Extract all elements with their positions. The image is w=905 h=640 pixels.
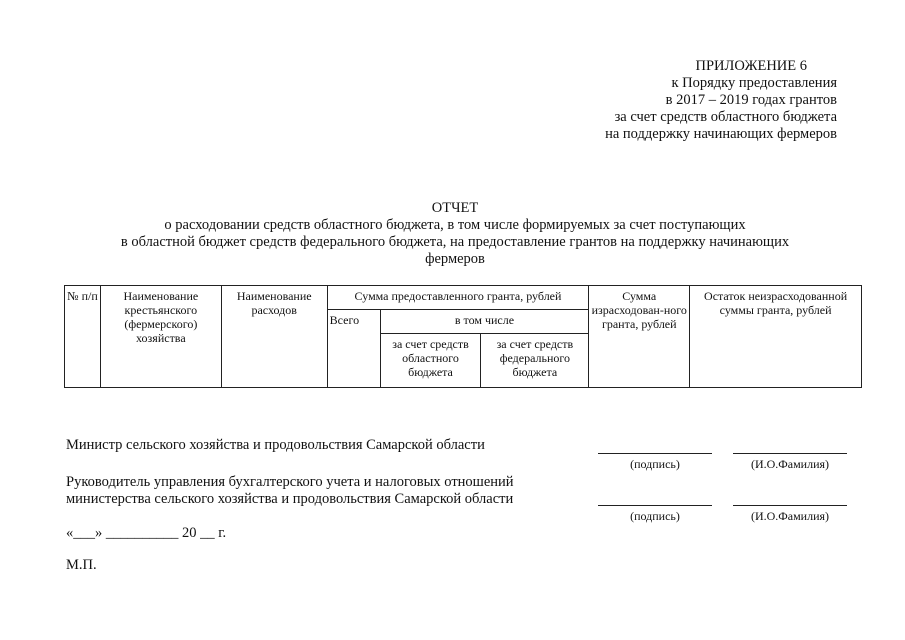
appendix-line: на поддержку начинающих фермеров: [605, 126, 837, 142]
report-title: ОТЧЕТ: [431, 200, 479, 216]
appendix-line: к Порядку предоставления: [671, 75, 837, 91]
header-expense-name: Наименование расходов: [221, 286, 327, 388]
header-balance: Остаток неизрасходованной суммы гранта, рублей: [690, 286, 862, 388]
header-number: № п/п: [65, 286, 101, 388]
report-subtitle-line: в областной бюджет средств федерального бюджета, на предоставление грантов на поддержку начинающих: [120, 234, 790, 250]
minister-signature-label: (подпись): [630, 457, 680, 471]
minister-title: Министр сельского хозяйства и продовольствия Самарской области: [66, 437, 485, 453]
header-regional-budget: за счет средств областного бюджета: [380, 334, 481, 388]
minister-name-label: (И.О.Фамилия): [750, 457, 830, 471]
head-title-line: Руководитель управления бухгалтерского учета и налоговых отношений: [66, 474, 514, 490]
report-table: [64, 285, 862, 388]
minister-signature-line: [598, 453, 712, 454]
head-title-line: министерства сельского хозяйства и продовольствия Самарской области: [66, 491, 514, 507]
minister-name-line: [733, 453, 847, 454]
head-accounting-title: [66, 474, 576, 508]
head-name-line: [733, 505, 847, 506]
appendix-header: [537, 58, 837, 143]
header-farm-name: Наименование крестьянского (фермерского) хозяйства: [100, 286, 221, 388]
report-subtitle-line: фермеров: [425, 251, 485, 267]
stamp-label: М.П.: [66, 557, 97, 573]
appendix-line: в 2017 – 2019 годах грантов: [665, 92, 837, 108]
head-name-label: (И.О.Фамилия): [750, 509, 830, 523]
header-including: в том числе: [380, 310, 589, 334]
head-signature-label: (подпись): [630, 509, 680, 523]
appendix-line: за счет средств областного бюджета: [614, 109, 837, 125]
head-signature-line: [598, 505, 712, 506]
header-federal-budget: за счет средств федерального бюджета: [481, 334, 589, 388]
header-total: Всего: [327, 310, 380, 388]
report-subtitle-line: о расходовании средств областного бюджета, в том числе формируемых за счет поступающих: [164, 217, 746, 233]
report-heading: [60, 200, 850, 268]
date-line: «___» __________ 20 __ г.: [66, 525, 227, 541]
appendix-title: ПРИЛОЖЕНИЕ 6: [695, 58, 807, 74]
header-spent-sum: Сумма израсходован-ного гранта, рублей: [589, 286, 690, 388]
header-grant-sum: Сумма предоставленного гранта, рублей: [327, 286, 589, 310]
